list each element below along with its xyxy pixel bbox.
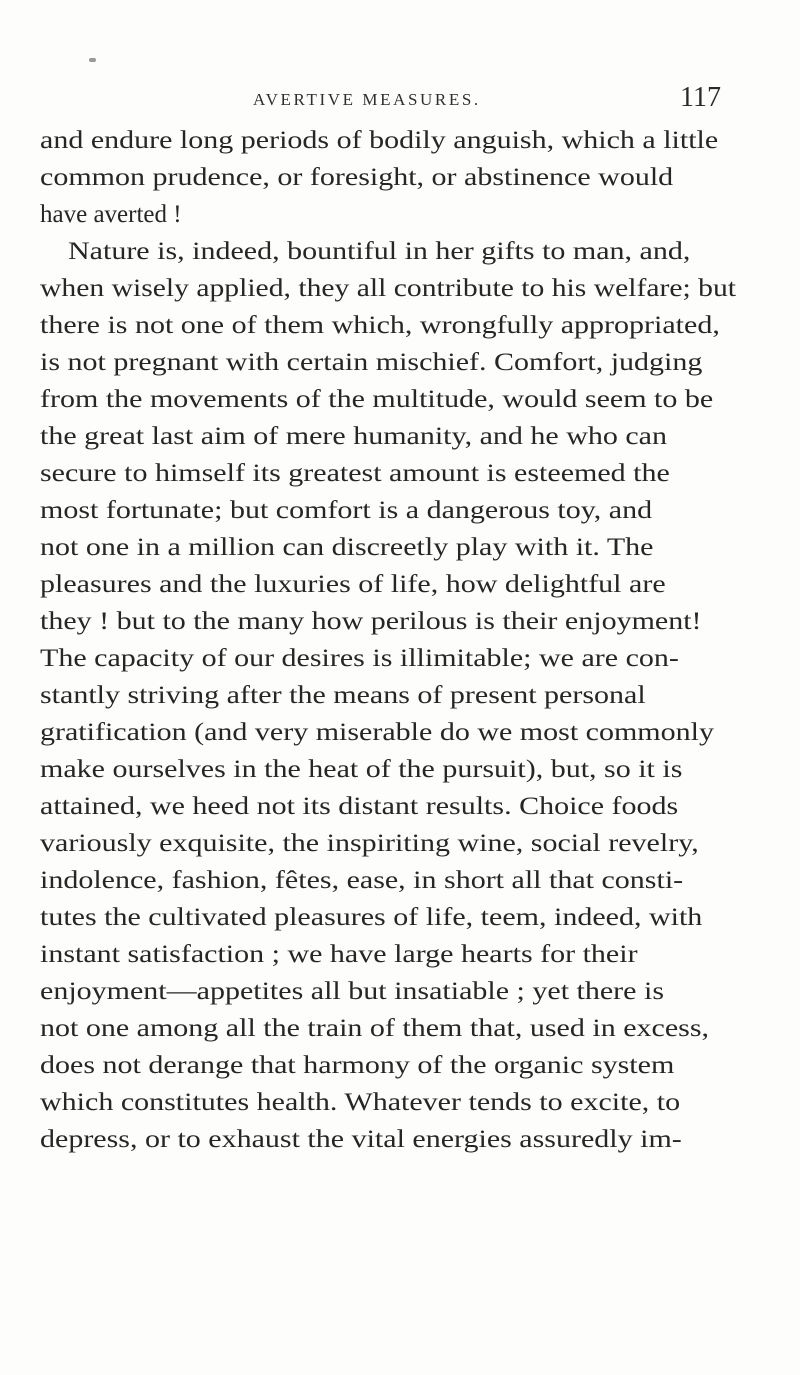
text-line: common prudence, or foresight, or abstinence would [40, 164, 674, 191]
text-line: tutes the cultivated pleasures of life, teem, indeed, with [40, 904, 703, 931]
text-line: depress, or to exhaust the vital energies assuredly im- [40, 1126, 682, 1153]
text-line: the great last aim of mere humanity, and he who can [40, 423, 667, 450]
text-line: which constitutes health. Whatever tends to excite, to [40, 1089, 681, 1116]
text-line: when wisely applied, they all contribute to his welfare; but [40, 275, 737, 302]
text-line: The capacity of our desires is illimitable; we are con- [40, 645, 679, 672]
text-line: not one in a million can discreetly play with it. The [40, 534, 654, 561]
text-line: not one among all the train of them that, used in excess, [40, 1015, 709, 1042]
text-line: Nature is, indeed, bountiful in her gifts to man, and, [68, 238, 691, 265]
text-line: does not derange that harmony of the organic system [40, 1052, 675, 1079]
text-line: there is not one of them which, wrongfully appropriated, [40, 312, 720, 339]
text-line: stantly striving after the means of present personal [40, 682, 646, 709]
text-line: make ourselves in the heat of the pursuit), but, so it is [40, 756, 683, 783]
text-line: is not pregnant with certain mischief. Comfort, judging [40, 349, 703, 376]
ink-speck [89, 58, 96, 62]
text-line: and endure long periods of bodily anguish, which a little [40, 127, 719, 154]
text-line: have averted ! [40, 201, 182, 228]
text-line: most fortunate; but comfort is a dangerous toy, and [40, 497, 653, 524]
text-line: enjoyment—appetites all but insatiable ; yet there is [40, 978, 664, 1005]
text-line: variously exquisite, the inspiriting wine, social revelry, [40, 830, 699, 857]
text-line: instant satisfaction ; we have large hearts for their [40, 941, 638, 968]
text-line: they ! but to the many how perilous is their enjoyment! [40, 608, 702, 635]
page-number: 117 [680, 82, 721, 113]
text-line: pleasures and the luxuries of life, how delightful are [40, 571, 666, 598]
text-line: indolence, fashion, fêtes, ease, in short all that consti- [40, 867, 684, 894]
text-line: secure to himself its greatest amount is esteemed the [40, 460, 670, 487]
text-line: from the movements of the multitude, would seem to be [40, 386, 714, 413]
running-title: AVERTIVE MEASURES. [253, 90, 481, 109]
text-line: gratification (and very miserable do we most commonly [40, 719, 714, 746]
running-head [0, 82, 800, 122]
text-line: attained, we heed not its distant results. Choice foods [40, 793, 679, 820]
